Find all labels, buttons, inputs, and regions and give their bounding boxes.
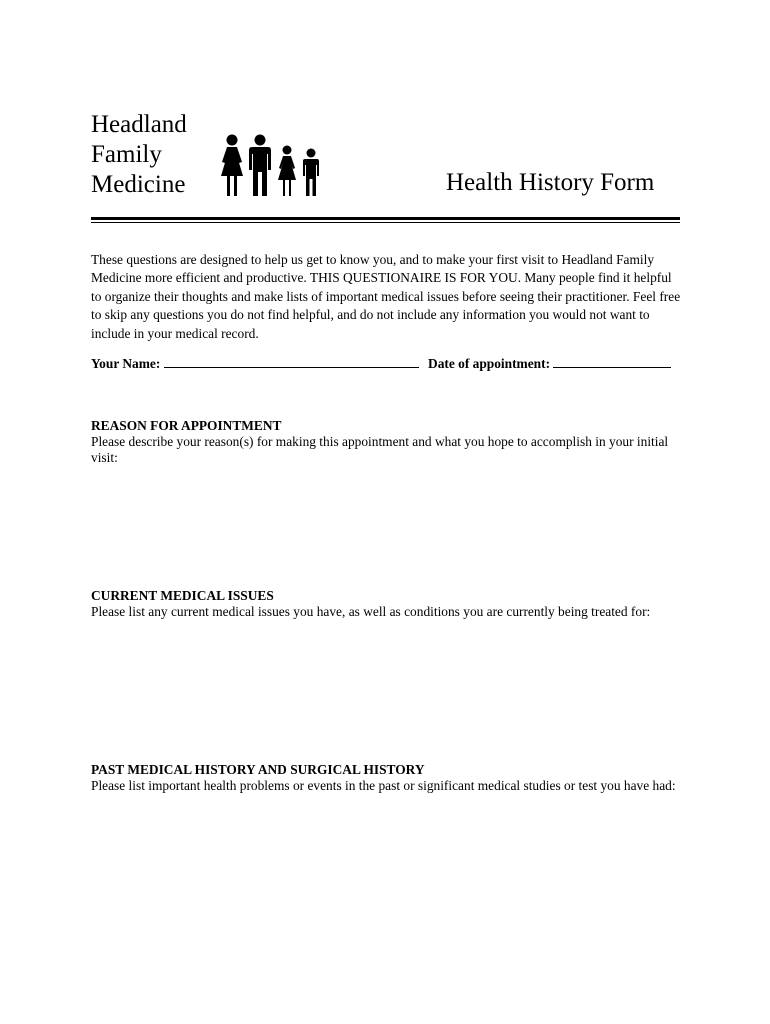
section-prompt: Please describe your reason(s) for making this appointment and what you hope to accomplish in your initial visit: <box>91 434 669 465</box>
clinic-name-line: Family <box>91 141 162 168</box>
clinic-name-line: Medicine <box>91 171 186 198</box>
section-heading: REASON FOR APPOINTMENT <box>91 418 282 433</box>
girl-figure-icon <box>278 146 296 197</box>
header-divider-thick <box>91 217 680 220</box>
boy-figure-icon <box>303 149 319 197</box>
man-figure-icon <box>249 135 271 197</box>
header-divider-thin <box>91 222 680 223</box>
family-figures-icon <box>216 134 322 200</box>
intro-paragraph: These questions are designed to help us get to know you, and to make your first visit to Headland Family Medicine more efficient and productive. THIS QUESTIONAIRE IS FOR YOU. Many people find it helpful to organize their thoughts and make lists of important medical issues before seeing their practitioner. Feel free to skip any questions you do not find helpful, and do not include any information you would not want to include in your medical record. <box>91 252 681 341</box>
date-label: Date of appointment: <box>428 356 551 371</box>
section-heading: CURRENT MEDICAL ISSUES <box>91 588 274 603</box>
form-title: Health History Form <box>446 169 655 196</box>
clinic-name-line: Headland <box>91 111 187 138</box>
section-current-medical-issues <box>91 588 681 620</box>
woman-figure-icon <box>221 135 243 197</box>
name-date-row <box>91 355 681 373</box>
clinic-name <box>91 110 187 200</box>
section-reason-for-appointment <box>91 418 681 466</box>
name-label: Your Name: <box>91 356 161 371</box>
section-prompt: Please list any current medical issues you have, as well as conditions you are currently being treated for: <box>91 604 651 619</box>
name-field[interactable] <box>164 355 419 368</box>
section-past-medical-history <box>91 762 681 794</box>
date-field[interactable] <box>553 355 671 368</box>
section-heading: PAST MEDICAL HISTORY AND SURGICAL HISTORY <box>91 762 425 777</box>
section-prompt: Please list important health problems or events in the past or significant medical studies or test you have had: <box>91 778 676 793</box>
